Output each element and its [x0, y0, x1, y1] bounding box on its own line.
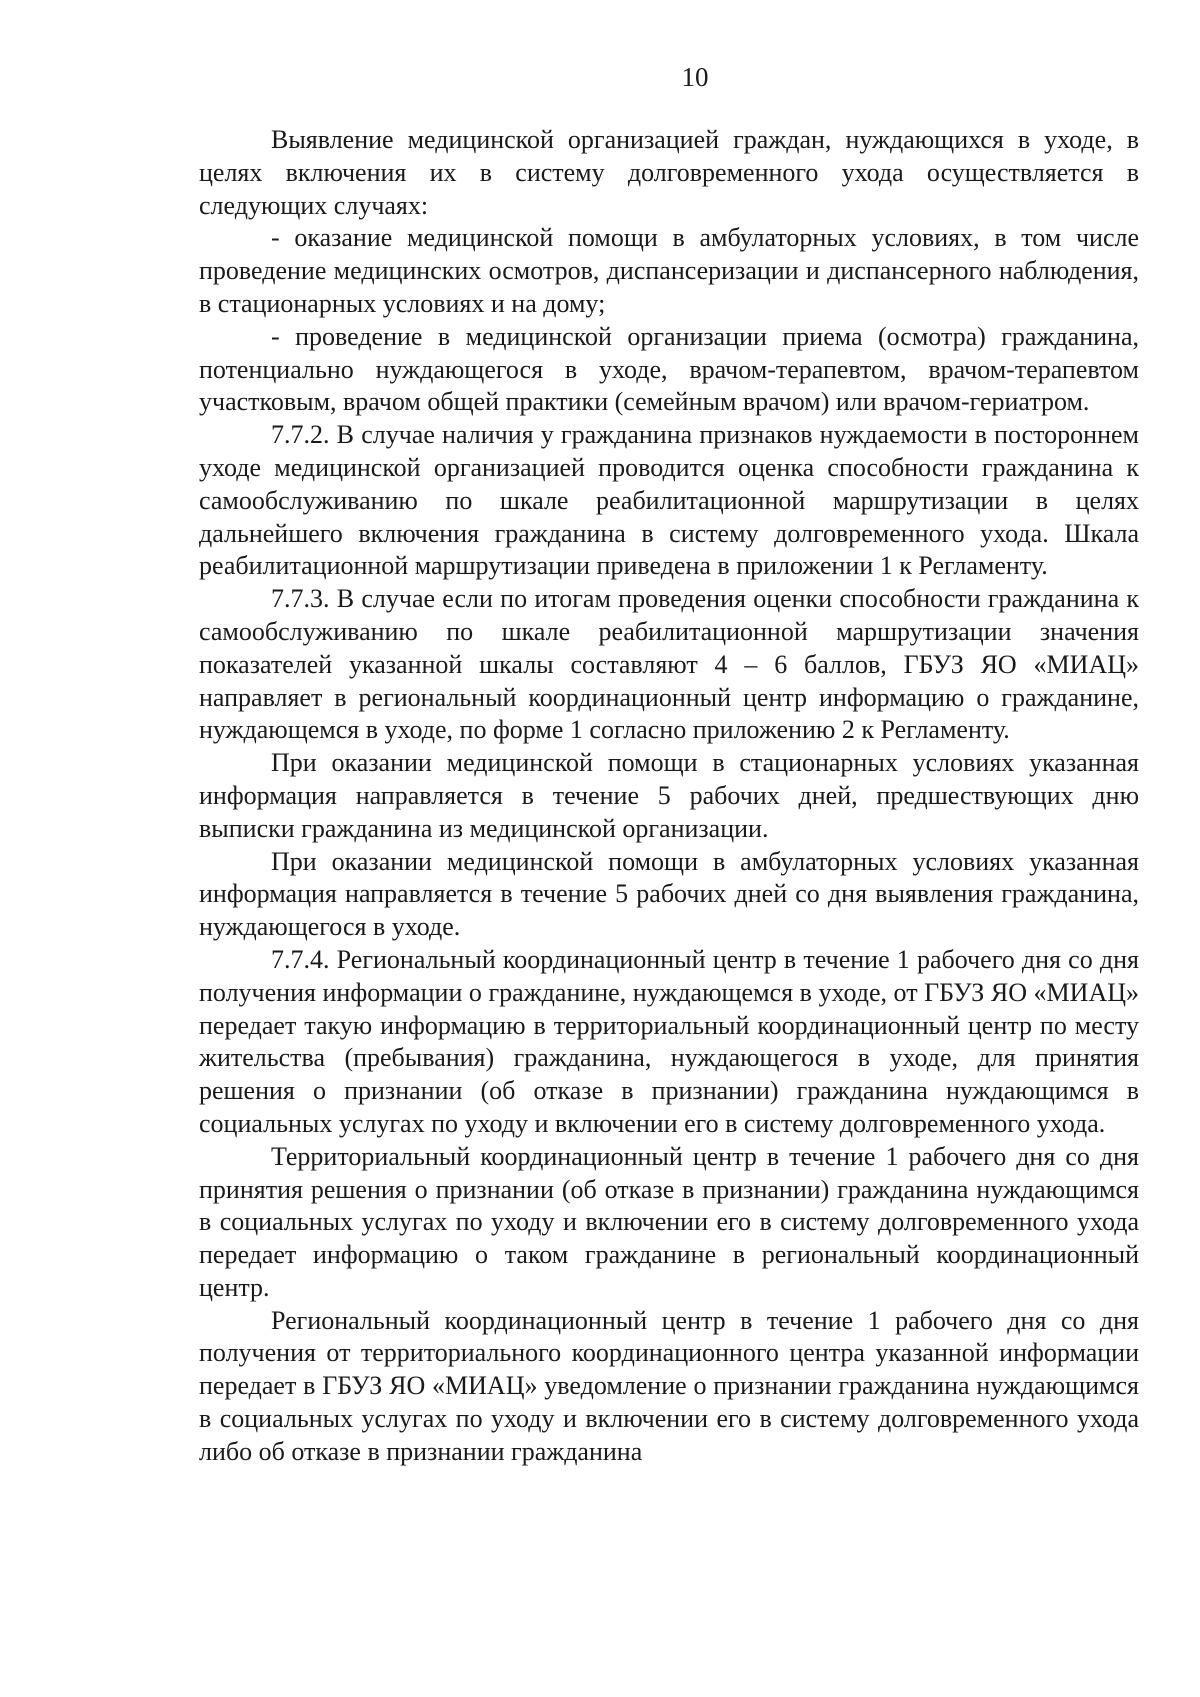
clause-7-7-3: 7.7.3. В случае если по итогам проведения оценки способности гражданина к самообслуживанию по шкале реабилитационной маршрутизации значения показателей указанной шкалы составляют 4 – 6 баллов, ГБУЗ ЯО «МИАЦ» направляет в региональный координационный центр информацию о гражданине, нуждающемся в уходе, по форме 1 согласно приложению 2 к Регламенту. [199, 584, 1139, 745]
paragraph: Выявление медицинской организацией граждан, нуждающихся в уходе, в целях включения их в систему долговременного ухода осуществляется в следующих случаях: [199, 125, 1139, 220]
clause-7-7-2: 7.7.2. В случае наличия у гражданина признаков нуждаемости в постороннем уходе медицинской организацией проводится оценка способности гражданина к самообслуживанию по шкале реабилитационной маршрутизации в целях дальнейшего включения гражданина в систему долговременного ухода. Шкала реабилитационной маршрутизации приведена в приложении 1 к Регламенту. [199, 420, 1139, 581]
list-item: - оказание медицинской помощи в амбулаторных условиях, в том числе проведение медицинских осмотров, диспансеризации и диспансерного наблюдения, в стационарных условиях и на дому; [199, 223, 1139, 318]
paragraph: Региональный координационный центр в течение 1 рабочего дня со дня получения от территориального координационного центра указанной информации передает в ГБУЗ ЯО «МИАЦ» уведомление о признании гражданина нуждающимся в социальных услугах по уходу и включении его в систему долговременного ухода либо об отказе в признании гражданина [199, 1305, 1139, 1466]
paragraph: При оказании медицинской помощи в амбулаторных условиях указанная информация направляется в течение 5 рабочих дней со дня выявления гражданина, нуждающегося в уходе. [199, 846, 1139, 942]
paragraph: Территориальный координационный центр в течение 1 рабочего дня со дня принятия решения о признании (об отказе в признании) гражданина нуждающимся в социальных услугах по уходу и включении его в систему долговременного ухода передает информацию о таком гражданине в региональный координационный центр. [199, 1141, 1139, 1302]
document-body [199, 124, 1139, 1469]
page-number: 10 [681, 62, 709, 92]
clause-7-7-4: 7.7.4. Региональный координационный центр в течение 1 рабочего дня со дня получения информации о гражданине, нуждающемся в уходе, от ГБУЗ ЯО «МИАЦ» передает такую информацию в территориальный координационный центр по месту жительства (пребывания) гражданина, нуждающегося в уходе, для принятия решения о признании (об отказе в признании) гражданина нуждающимся в социальных услугах по уходу и включении его в систему долговременного ухода. [199, 944, 1139, 1138]
paragraph: При оказании медицинской помощи в стационарных условиях указанная информация направляется в течение 5 рабочих дней, предшествующих дню выписки гражданина из медицинской организации. [199, 748, 1139, 843]
list-item: - проведение в медицинской организации приема (осмотра) гражданина, потенциально нуждающегося в уходе, врачом-терапевтом, врачом-терапевтом участковым, врачом общей практики (семейным врачом) или врачом-гериатром. [199, 321, 1139, 417]
